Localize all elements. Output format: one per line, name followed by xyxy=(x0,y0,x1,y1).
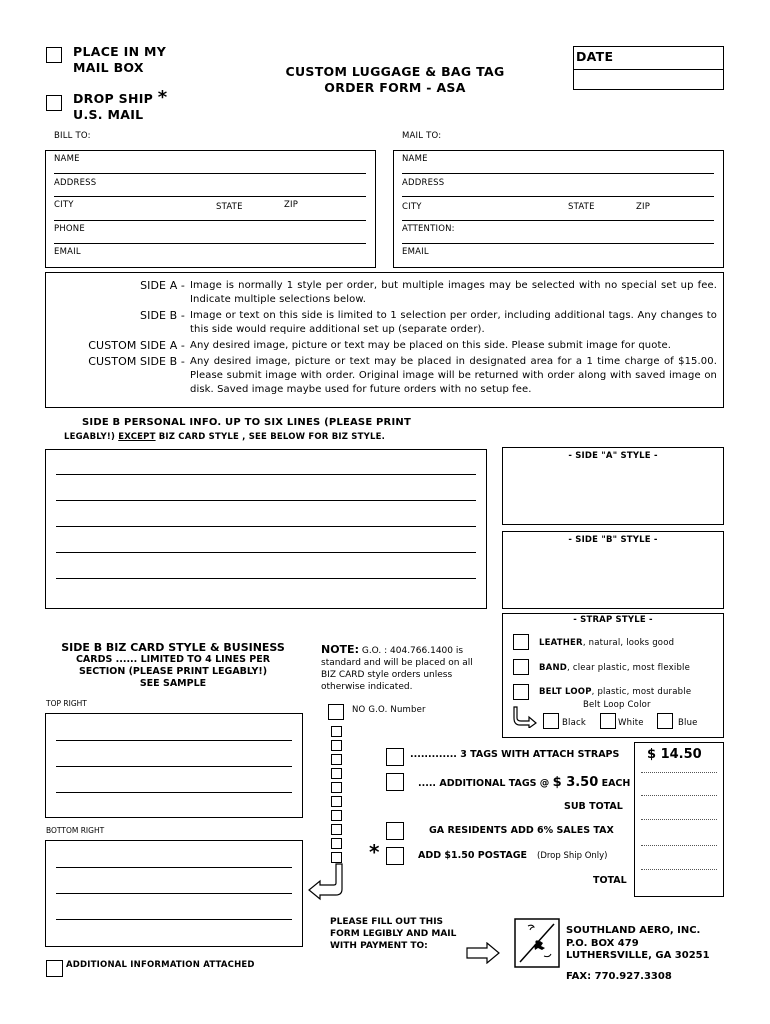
mail-to-email-label: EMAIL xyxy=(402,247,429,257)
subtotal-amount-field[interactable] xyxy=(641,819,717,820)
ga-tax-checkbox[interactable] xyxy=(386,822,404,840)
price-column-box xyxy=(634,742,724,897)
band-strap-checkbox[interactable] xyxy=(513,659,529,675)
top-right-label: TOP RIGHT xyxy=(46,699,87,708)
white-color-checkbox[interactable] xyxy=(600,713,616,729)
black-color-label: Black xyxy=(562,718,586,728)
side-b-personal-box[interactable] xyxy=(45,449,487,609)
mail-to-city-label: CITY xyxy=(402,202,422,212)
side-a-style-label: - SIDE "A" STYLE - xyxy=(568,451,658,461)
line-checkbox[interactable] xyxy=(331,726,342,737)
three-tags-checkbox[interactable] xyxy=(386,748,404,766)
additional-tags-label: ..... ADDITIONAL TAGS @ $ 3.50 EACH xyxy=(418,775,631,790)
side-b-label: SIDE B - xyxy=(140,309,185,322)
southland-aero-logo xyxy=(514,918,560,968)
side-b-text: Image or text on this side is limited to 1 selection per order, including additional tags. Any changes to this side would require additional set up (separate order). xyxy=(190,310,717,335)
black-color-checkbox[interactable] xyxy=(543,713,559,729)
mail-to-zip-label: ZIP xyxy=(636,202,651,212)
additional-info-checkbox[interactable] xyxy=(46,960,63,977)
tax-amount-field[interactable] xyxy=(641,845,717,846)
bill-to-label: BILL TO: xyxy=(54,131,91,141)
mail-to-city-field[interactable] xyxy=(402,220,714,221)
side-b-style-box[interactable] xyxy=(502,531,724,609)
postage-amount-field[interactable] xyxy=(641,869,717,870)
line-checkbox[interactable] xyxy=(331,810,342,821)
tags-price: $ 14.50 xyxy=(647,747,702,762)
mail-to-attention-field[interactable] xyxy=(402,243,714,244)
custom-side-a-label: CUSTOM SIDE A - xyxy=(88,339,185,352)
ga-tax-label: GA RESIDENTS ADD 6% SALES TAX xyxy=(429,825,614,836)
postage-label: ADD $1.50 POSTAGE (Drop Ship Only) xyxy=(418,850,608,861)
note-text: NOTE: G.O. : 404.766.1400 is standard and will be placed on all BIZ CARD style orders unless otherwise indicated. xyxy=(321,643,473,692)
mail-to-address-label: ADDRESS xyxy=(402,178,445,188)
leather-strap-checkbox[interactable] xyxy=(513,634,529,650)
drop-ship-star: * xyxy=(157,87,168,108)
line-checkbox[interactable] xyxy=(331,838,342,849)
bill-to-address-field[interactable] xyxy=(54,196,366,197)
side-descriptions-box xyxy=(45,272,724,408)
mail-to-address-field[interactable] xyxy=(402,196,714,197)
line-checkbox[interactable] xyxy=(331,796,342,807)
blue-color-checkbox[interactable] xyxy=(657,713,673,729)
white-color-label: White xyxy=(618,718,644,728)
additional-info-label: ADDITIONAL INFORMATION ATTACHED xyxy=(66,960,255,970)
place-in-mailbox-checkbox[interactable] xyxy=(46,47,62,63)
blue-color-label: Blue xyxy=(678,718,698,728)
form-title: CUSTOM LUGGAGE & BAG TAG ORDER FORM - ASA xyxy=(285,64,505,95)
side-a-style-box[interactable] xyxy=(502,447,724,525)
mail-instructions: PLEASE FILL OUT THIS FORM LEGIBLY AND MAIL WITH PAYMENT TO: xyxy=(330,917,457,951)
bill-to-box xyxy=(45,150,376,268)
belt-loop-strap-checkbox[interactable] xyxy=(513,684,529,700)
curved-arrow-icon xyxy=(513,706,539,728)
no-go-number-checkbox[interactable] xyxy=(328,704,344,720)
strap-style-box xyxy=(502,613,724,738)
side-descriptions-table xyxy=(66,278,718,398)
line-checkbox[interactable] xyxy=(331,852,342,863)
biz-card-title: SIDE B BIZ CARD STYLE & BUSINESS CARDS ...... LIMITED TO 4 LINES PER SECTION (PLEASE PRINT LEGABLY!) SEE SAMPLE xyxy=(61,641,285,689)
mail-to-box xyxy=(393,150,724,268)
line-checkbox[interactable] xyxy=(331,740,342,751)
mail-to-name-field[interactable] xyxy=(402,173,714,174)
additional-tags-amount-field[interactable] xyxy=(641,795,717,796)
mail-to-attention-label: ATTENTION: xyxy=(402,224,455,234)
belt-loop-strap-label: BELT LOOP, plastic, most durable xyxy=(539,687,692,697)
top-right-box[interactable] xyxy=(45,713,303,818)
bill-to-phone-label: PHONE xyxy=(54,224,85,234)
total-label: TOTAL xyxy=(593,875,627,886)
subtotal-label: SUB TOTAL xyxy=(564,801,623,812)
bill-to-phone-field[interactable] xyxy=(54,243,366,244)
bottom-right-box[interactable] xyxy=(45,840,303,947)
leather-strap-label: LEATHER, natural, looks good xyxy=(539,638,675,648)
date-box[interactable] xyxy=(573,46,724,90)
bill-to-zip-label: ZIP xyxy=(284,200,299,210)
right-arrow-icon xyxy=(466,942,500,964)
place-in-mailbox-label: PLACE IN MY MAIL BOX xyxy=(73,44,167,75)
additional-tags-checkbox[interactable] xyxy=(386,773,404,791)
belt-loop-color-label: Belt Loop Color xyxy=(583,700,651,710)
side-a-label: SIDE A - xyxy=(140,279,185,292)
custom-side-b-label: CUSTOM SIDE B - xyxy=(88,355,185,368)
postage-checkbox[interactable] xyxy=(386,847,404,865)
down-left-arrow-icon xyxy=(306,863,346,901)
bill-to-city-field[interactable] xyxy=(54,220,366,221)
side-b-personal-subtitle: LEGABLY!) EXCEPT BIZ CARD STYLE , SEE BELOW FOR BIZ STYLE. xyxy=(64,432,386,442)
date-label: DATE xyxy=(576,49,614,64)
custom-side-b-text: Any desired image, picture or text may be placed in designated area for a 1 time charge of $15.00. Please submit image with order. Original image will be returned with order along with saved image on disk. Saved image maybe used for future orders with no setup fee. xyxy=(190,356,717,395)
bill-to-address-label: ADDRESS xyxy=(54,178,97,188)
mail-to-state-label: STATE xyxy=(568,202,595,212)
fax-number: FAX: 770.927.3308 xyxy=(566,971,672,982)
side-b-style-label: - SIDE "B" STYLE - xyxy=(568,535,658,545)
strap-style-label: - STRAP STYLE - xyxy=(573,615,653,625)
mail-to-label: MAIL TO: xyxy=(402,131,442,141)
line-checkbox[interactable] xyxy=(331,768,342,779)
bill-to-state-label: STATE xyxy=(216,202,243,212)
line-checkbox[interactable] xyxy=(331,782,342,793)
side-b-personal-title: SIDE B PERSONAL INFO. UP TO SIX LINES (PLEASE PRINT xyxy=(82,417,411,428)
no-go-number-label: NO G.O. Number xyxy=(352,705,426,715)
postage-star: * xyxy=(369,840,380,864)
side-a-text: Image is normally 1 style per order, but multiple images may be selected with no special set up fee. Indicate multiple selections below. xyxy=(190,280,717,305)
bottom-right-label: BOTTOM RIGHT xyxy=(46,826,105,835)
company-address: SOUTHLAND AERO, INC. P.O. BOX 479 LUTHERSVILLE, GA 30251 xyxy=(566,925,710,961)
band-strap-label: BAND, clear plastic, most flexible xyxy=(539,663,691,673)
drop-ship-checkbox[interactable] xyxy=(46,95,62,111)
three-tags-label: ............. 3 TAGS WITH ATTACH STRAPS xyxy=(410,749,620,760)
bill-to-name-label: NAME xyxy=(54,154,80,164)
line-checkbox[interactable] xyxy=(331,754,342,765)
drop-ship-label: DROP SHIP * U.S. MAIL xyxy=(73,87,168,122)
line-checkbox[interactable] xyxy=(331,824,342,835)
bill-to-name-field[interactable] xyxy=(54,173,366,174)
mail-to-name-label: NAME xyxy=(402,154,428,164)
bill-to-email-label: EMAIL xyxy=(54,247,81,257)
custom-side-a-text: Any desired image, picture or text may be placed on this side. Please submit image for quote. xyxy=(190,340,672,351)
bill-to-city-label: CITY xyxy=(54,200,74,210)
